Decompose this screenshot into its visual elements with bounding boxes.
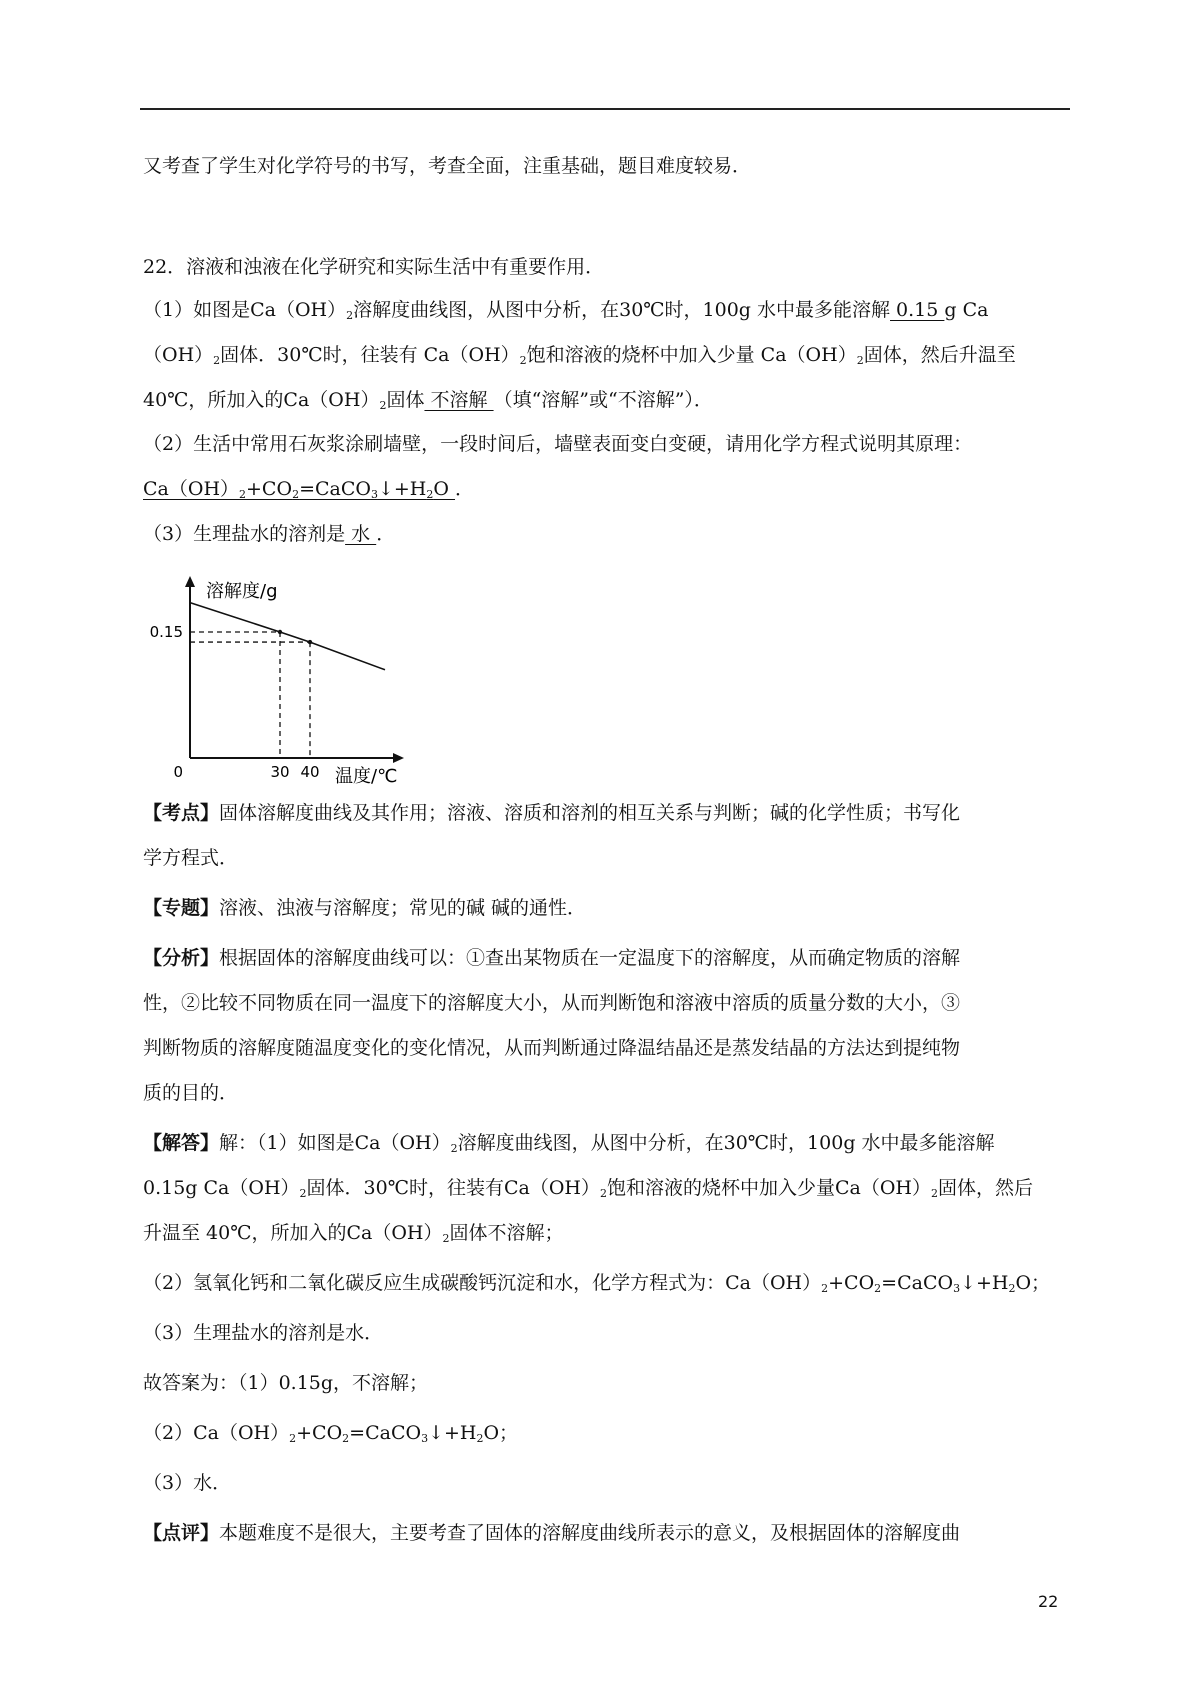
solubility-chart — [140, 570, 420, 785]
marked-point-0 — [278, 630, 282, 634]
question-part2-equation: $Ca(OH)_2+CO_2=CaCO_3↓+H_2O$ ． — [143, 478, 475, 501]
jieda-tag: 【解答】 — [143, 1132, 220, 1154]
y-axis-label: 溶解度/g — [206, 581, 278, 602]
answer-line3: （3）水． — [143, 1472, 232, 1494]
question-part1-line1: （1）如图是$Ca(OH)_2$溶解度曲线图，从图中分析，在30℃时，100g 水中最多能溶解 0.15 g Ca — [143, 299, 989, 322]
fenxi-line2: 性，②比较不同物质在同一温度下的溶解度大小，从而判断饱和溶液中溶质的质量分数的大小，③ — [143, 992, 961, 1014]
fenxi-tag: 【分析】 — [143, 947, 220, 969]
kaodian-line1: 【考点】固体溶解度曲线及其作用；溶液、溶质和溶剂的相互关系与判断；碱的化学性质；书写化 — [143, 802, 961, 824]
x-axis-label: 温度/℃ — [335, 766, 398, 785]
y-axis-arrow — [185, 576, 195, 587]
x-tick-label-40: 40 — [300, 763, 320, 781]
zhuanti-line: 【专题】溶液、浊液与溶解度；常见的碱 碱的通性． — [143, 897, 587, 919]
origin-label: 0 — [173, 763, 183, 781]
fenxi-line1: 【分析】根据固体的溶解度曲线可以：①查出某物质在一定温度下的溶解度，从而确定物质的溶解 — [143, 947, 961, 969]
fenxi-line4: 质的目的． — [143, 1082, 239, 1104]
solubility-curve — [190, 603, 385, 670]
x-axis-arrow — [393, 753, 404, 763]
header-note: 又考查了学生对化学符号的书写，考查全面，注重基础，题目难度较易． — [143, 155, 752, 177]
answer-blank-solvent: 水 — [345, 523, 377, 545]
jieda-line3: 升温至 40℃，所加入的$Ca(OH)_2$固体不溶解； — [143, 1222, 564, 1245]
answer-line1: 故答案为：（1）0.15g，不溶解； — [143, 1372, 429, 1394]
answer-blank-solubility: 0.15 — [890, 299, 945, 321]
fenxi-line3: 判断物质的溶解度随温度变化的变化情况，从而判断通过降温结晶还是蒸发结晶的方法达到提纯物 — [143, 1037, 961, 1059]
zhuanti-tag: 【专题】 — [143, 897, 220, 919]
page-number: 22 — [1038, 1592, 1059, 1611]
answer-line2: $(2)Ca(OH)_2+CO_2=CaCO_3↓+H_2O$； — [143, 1422, 519, 1445]
question-part3: （3）生理盐水的溶剂是 水 ． — [143, 523, 396, 545]
question-part1-line2: $(OH)_2$固体．30℃时，往装有 $Ca(OH)_2$饱和溶液的烧杯中加入少量 $Ca(OH)_2$固体，然后升温至 — [143, 344, 1016, 367]
kaodian-line2: 学方程式． — [143, 847, 239, 869]
kaodian-tag: 【考点】 — [143, 802, 220, 824]
question-title: 22．溶液和浊液在化学研究和实际生活中有重要作用． — [143, 256, 605, 278]
jieda-line4: （2）氢氧化钙和二氧化碳反应生成碳酸钙沉淀和水，化学方程式为：$Ca(OH)_2+CO_2=CaCO_3↓+H_2O$； — [143, 1272, 1051, 1295]
dianping-line: 【点评】本题难度不是很大，主要考查了固体的溶解度曲线所表示的意义，及根据固体的溶解度曲 — [143, 1522, 961, 1544]
marked-point-1 — [308, 640, 312, 644]
answer-blank-dissolve: 不溶解 — [424, 389, 494, 411]
y-tick-label-0: 0.15 — [149, 623, 183, 641]
question-part1-line3: 40℃，所加入的$Ca(OH)_2$固体 不溶解 （填“溶解”或“不溶解”）． — [143, 389, 713, 412]
x-tick-label-30: 30 — [270, 763, 290, 781]
header-rule — [140, 108, 1070, 110]
jieda-line2: 0.15g $Ca(OH)_2$固体．30℃时，往装有$Ca(OH)_2$饱和溶液的烧杯中加入少量$Ca(OH)_2$固体，然后 — [143, 1177, 1034, 1200]
answer-blank-equation: $Ca(OH)_2+CO_2=CaCO_3↓+H_2O$ — [143, 478, 456, 501]
dianping-tag: 【点评】 — [143, 1522, 220, 1544]
jieda-line1: 【解答】解：（1）如图是$Ca(OH)_2$溶解度曲线图，从图中分析，在30℃时，100g 水中最多能溶解 — [143, 1132, 995, 1155]
jieda-line5: （3）生理盐水的溶剂是水． — [143, 1322, 384, 1344]
question-part2-line1: （2）生活中常用石灰浆涂刷墙壁，一段时间后，墙壁表面变白变硬，请用化学方程式说明其原理： — [143, 433, 973, 455]
